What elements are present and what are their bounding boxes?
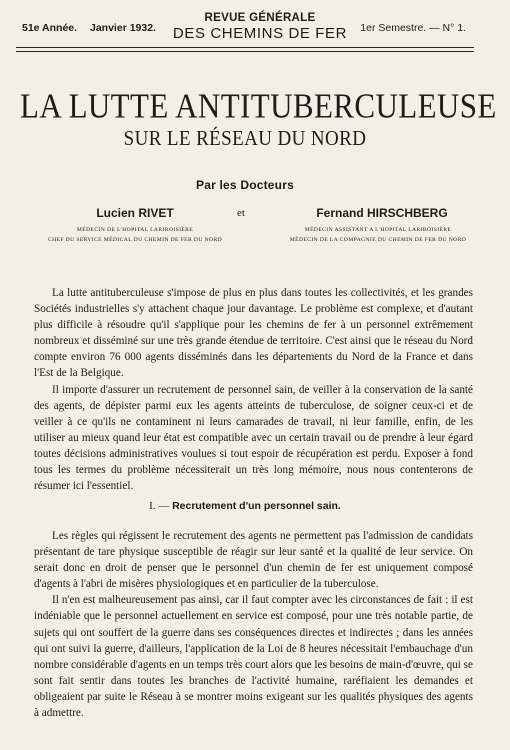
section-heading bbox=[20, 500, 470, 512]
section-body bbox=[34, 528, 473, 721]
introduction bbox=[34, 285, 473, 494]
section-title: Recrutement d'un personnel sain. bbox=[172, 500, 341, 512]
issue-semester: 1er Semestre. — N° 1. bbox=[360, 22, 466, 34]
author-left-name: Lucien RIVET bbox=[96, 206, 174, 220]
author-conjunction: et bbox=[237, 207, 245, 219]
journal-name-line2: DES CHEMINS DE FER bbox=[172, 25, 348, 42]
author-left-affiliation-line2: CHEF DU SERVICE MÉDICAL DU CHEMIN DE FER DU NORD bbox=[47, 237, 223, 243]
author-right-affiliation bbox=[258, 225, 498, 245]
section-paragraph-2: Il n'en est malheureusement pas ainsi, car il faut compter avec les circonstances de fait : il est indéniable que le personnel actuellement en service est composé, pour une très notable partie, de sujets qui ont souffert de la guerre dans ses conséquences directes et indirectes ; dans les années qui ont suivi la guerre, d'ailleurs, l'application de la Loi de 8 heures nécessitait l'embauchage d'un nombre considérable d'agents en un temps très court alors que les besoins de main-d'œuvre, qui se sont fait sentir dans toutes les branches de l'activité humaine, raréfiaient les demandes et obligeaient par suite le Réseau à se montrer moins exigeant sur les qualités physiques des agents à admettre. bbox=[34, 594, 473, 720]
author-left-affiliation-line1: MÉDECIN DE L'HOPITAL LARIBOISIÈRE bbox=[76, 227, 194, 233]
section-number: I. — bbox=[149, 500, 170, 512]
article-subtitle: SUR LE RÉSEAU DU NORD bbox=[123, 126, 367, 151]
journal-name-line1: REVUE GÉNÉRALE bbox=[204, 12, 316, 24]
byline: Par les Docteurs bbox=[196, 178, 294, 192]
header-rule-thick bbox=[16, 47, 474, 48]
author-right-name: Fernand HIRSCHBERG bbox=[316, 206, 448, 220]
article-title: LA LUTTE ANTITUBERCULEUSE bbox=[20, 85, 497, 126]
journal-header bbox=[0, 0, 510, 52]
header-rule-thin bbox=[16, 51, 474, 52]
issue-month: Janvier 1932. bbox=[90, 22, 156, 34]
intro-paragraph-1: La lutte antituberculeuse s'impose de plus en plus dans toutes les collectivités, et les grandes Sociétés industrielles s'y attachent chaque jour davantage. Le problème est complexe, et d'autant plus difficile à résoudre qu'il s'applique pour les chemins de fer à un personnel extrêmement nombreux et disséminé sur une très grande étendue de territoire. C'est ainsi que le réseau du Nord compte environ 76 000 agents disséminés dans les départements du Nord de la France et dans l'Est de la Belgique. bbox=[34, 287, 473, 380]
issue-year: 51e Année. bbox=[22, 22, 78, 34]
section-paragraph-1: Les règles qui régissent le recrutement des agents ne permettent pas l'admission de candidats présentant de tare physique susceptible de réagir sur leur santé et la qualité de leur service. On serait donc en droit de penser que le personnel d'un chemin de fer est uniquement composé d'agents à l'abri de misères physiologiques et en particulier de la tuberculose. bbox=[34, 530, 473, 591]
author-right-affiliation-line1: MÉDECIN ASSISTANT A L'HOPITAL LARIBOISIÈRE bbox=[304, 227, 452, 233]
intro-paragraph-2: Il importe d'assurer un recrutement de personnel sain, de veiller à la conservation de la santé des agents, de dépister parmi eux les agents atteints de tuberculose, de soigner ceux-ci et de veiller à ce qu'ils ne contaminent ni leurs camarades de travail, ni leur famille, enfin, de les utiliser au mieux quand leur état est compatible avec un certain travail ou de prendre à leur égard toutes décisions administratives voulues si tout espoir de récupération est perdu. Exposer à fond tous les termes du problème nécessiterait un très long mémoire, nous nous contenterons de résumer ici l'essentiel. bbox=[34, 383, 473, 493]
author-right-affiliation-line2: MÉDECIN DE LA COMPAGNIE DU CHEMIN DE FER DU NORD bbox=[289, 237, 467, 243]
author-left-affiliation bbox=[15, 225, 255, 245]
